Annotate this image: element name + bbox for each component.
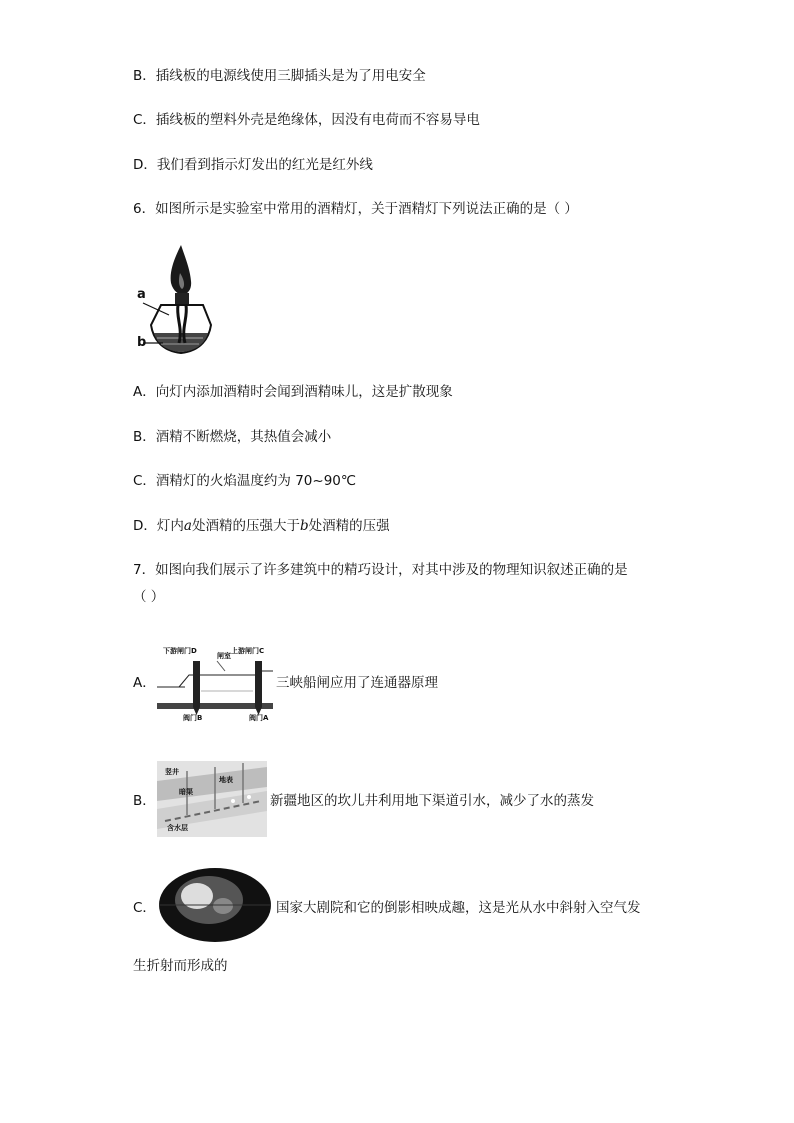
q6-d-post: 处酒精的压强 xyxy=(308,518,390,534)
karez-label-1: 竖井 xyxy=(165,768,179,776)
label-a: a xyxy=(137,287,146,302)
q7-option-c-text-cont: 生折射而形成的 xyxy=(133,958,228,974)
q7-option-b-label: B． xyxy=(133,793,156,809)
grand-theater-figure xyxy=(157,866,273,944)
q5-option-c: C．插线板的塑料外壳是绝缘体，因没有电荷而不容易导电 xyxy=(133,112,480,128)
q7-stem-line1: 7．如图向我们展示了许多建筑中的精巧设计，对其中涉及的物理知识叙述正确的是 xyxy=(133,562,628,578)
karez-label-2: 暗渠 xyxy=(179,788,193,796)
q6-d-pre: D．灯内 xyxy=(133,518,184,534)
lock-label-d: 下游闸门D xyxy=(163,647,197,655)
q7-option-a-text: 三峡船闸应用了连通器原理 xyxy=(276,675,438,691)
q6-option-c: C．酒精灯的火焰温度约为 70~90℃ xyxy=(133,473,357,489)
q7-option-a-label: A． xyxy=(133,675,156,691)
q6-d-a: a xyxy=(183,518,192,534)
q6-option-d xyxy=(133,517,390,535)
q6-option-b: B．酒精不断燃烧，其热值会减小 xyxy=(133,429,332,445)
q7-option-c-text: 国家大剧院和它的倒影相映成趣，这是光从水中斜射入空气发 xyxy=(276,900,641,916)
q6-d-b: b xyxy=(299,518,309,534)
q7-stem-line2: （ ） xyxy=(133,589,165,605)
karez-label-3: 地表 xyxy=(219,776,233,784)
q6-stem: 6．如图所示是实验室中常用的酒精灯，关于酒精灯下列说法正确的是（ ） xyxy=(133,201,578,217)
label-b: b xyxy=(137,335,147,350)
q6-d-mid: 处酒精的压强大于 xyxy=(191,518,300,534)
ship-lock-figure xyxy=(157,643,273,723)
q5-option-b: B．插线板的电源线使用三脚插头是为了用电安全 xyxy=(133,68,426,84)
q6-option-a: A．向灯内添加酒精时会闻到酒精味儿，这是扩散现象 xyxy=(133,384,453,400)
lock-label-b: 阀门B xyxy=(183,714,203,722)
lock-label-chamber: 闸室 xyxy=(217,652,231,660)
karez-figure xyxy=(157,761,267,837)
grand-theater-drawing xyxy=(157,866,273,944)
q5-option-d: D．我们看到指示灯发出的红光是红外线 xyxy=(133,157,373,173)
q7-option-b-text: 新疆地区的坎儿井利用地下渠道引水，减少了水的蒸发 xyxy=(270,793,594,809)
alcohol-lamp-figure xyxy=(133,243,213,358)
q7-option-c-label: C． xyxy=(133,900,156,916)
karez-label-4: 含水层 xyxy=(167,824,188,832)
lock-label-a: 阀门A xyxy=(249,714,269,722)
lock-label-c: 上游闸门C xyxy=(231,647,265,655)
